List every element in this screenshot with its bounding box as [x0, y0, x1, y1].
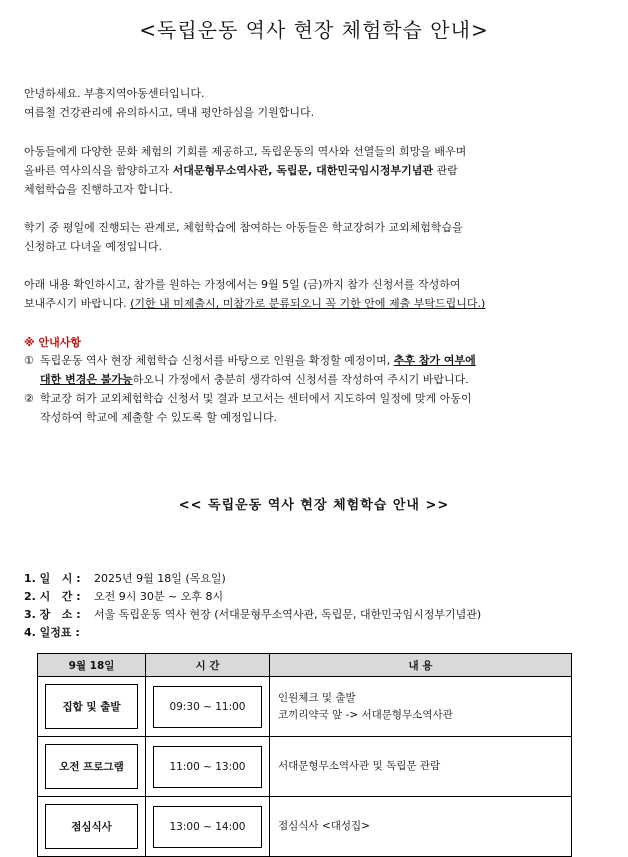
- program-name-cell: [38, 797, 146, 857]
- content-cell: [270, 797, 572, 857]
- program-name-cell: [38, 677, 146, 737]
- column-header: 9월 18일: [38, 654, 146, 677]
- school-paragraph: [24, 218, 609, 256]
- notice-emphasis: 대한 변경은 불가능: [40, 373, 133, 386]
- detail-schedule: [24, 624, 609, 642]
- time-value: 13:00 ~ 14:00: [153, 806, 262, 848]
- purpose-text: 관람: [433, 164, 458, 177]
- purpose-text: 올바른 역사의식을 함양하고자: [24, 164, 173, 177]
- column-header: 내 용: [270, 654, 572, 677]
- column-header: 시 간: [146, 654, 270, 677]
- table-header-row: [38, 654, 572, 677]
- school-line: 신청하고 다녀올 예정입니다.: [24, 240, 163, 253]
- content-cell: [270, 737, 572, 797]
- school-line: 학기 중 평일에 진행되는 관계로, 체험학습에 참여하는 아동들은 학교장허가 교외체험학습을: [24, 221, 463, 234]
- notice-emphasis: 추후 참가 여부에: [393, 354, 476, 367]
- page-title: <독립운동 역사 현장 체험학습 안내>: [139, 18, 489, 42]
- purpose-line: 아동들에게 다양한 문화 체험의 기회를 제공하고, 독립운동의 역사와 선열들의 희망을 배우며: [24, 145, 467, 158]
- detail-place: [24, 606, 609, 624]
- notice-list: [24, 351, 609, 427]
- notice-text: 하오니 가정에서 충분히 생각하여 신청서를 작성하여 주시기 바랍니다.: [132, 373, 469, 386]
- greeting-line: 여름철 건강관리에 유의하시고, 댁내 평안하심을 기원합니다.: [24, 106, 315, 119]
- detail-date: [24, 570, 609, 588]
- notice-item: [24, 389, 609, 427]
- content-line: 서대문형무소역사관 및 독립문 관람: [278, 760, 441, 772]
- detail-label: 3. 장 소 :: [24, 608, 81, 621]
- table-row: [38, 797, 572, 857]
- deadline-line: [24, 294, 609, 313]
- detail-value: 서울 독립운동 역사 현장 (서대문형무소역사관, 독립문, 대한민국임시정부기념관): [94, 608, 482, 621]
- deadline-line: 아래 내용 확인하시고, 참가를 원하는 가정에서는 9월 5일 (금)까지 참가 신청서를 작성하여: [24, 278, 461, 291]
- schedule-table: [37, 653, 572, 857]
- time-cell: [146, 677, 270, 737]
- detail-label: 2. 시 간 :: [24, 590, 81, 603]
- notice-text: 작성하여 학교에 제출할 수 있도록 할 예정입니다.: [40, 411, 277, 424]
- content-cell: [270, 677, 572, 737]
- time-value: 09:30 ~ 11:00: [153, 686, 262, 728]
- detail-time: [24, 588, 609, 606]
- venues-text: 서대문형무소역사관, 독립문, 대한민국임시정부기념관: [172, 164, 434, 177]
- program-name: 집합 및 출발: [45, 684, 138, 729]
- table-row: [38, 737, 572, 797]
- greeting-line: 안녕하세요. 부흥지역아동센터입니다.: [24, 87, 205, 100]
- purpose-paragraph: [24, 142, 609, 199]
- notice-item: [24, 351, 609, 389]
- detail-value: 오전 9시 30분 ~ 오후 8시: [94, 590, 224, 603]
- event-details: [24, 570, 609, 642]
- notice-number: ②: [24, 392, 34, 405]
- content-line: 코끼리약국 앞 -> 서대문형무소역사관: [278, 708, 453, 721]
- deadline-warning: (기한 내 미제출시, 미참가로 분류되오니 꼭 기한 안에 제출 부탁드립니다.): [130, 297, 486, 310]
- program-name-cell: [38, 737, 146, 797]
- notice-text: 학교장 허가 교외체험학습 신청서 및 결과 보고서는 센터에서 지도하여 일정에 맞게 아동이: [40, 392, 472, 405]
- greeting-paragraph: [24, 84, 609, 122]
- deadline-text: 보내주시기 바랍니다.: [24, 297, 131, 310]
- detail-value: 2025년 9월 18일 (목요일): [94, 572, 226, 585]
- notice-text: 독립운동 역사 현장 체험학습 신청서를 바탕으로 인원을 확정할 예정이며,: [40, 354, 394, 367]
- time-value: 11:00 ~ 13:00: [153, 746, 262, 788]
- purpose-line: [24, 161, 609, 180]
- program-name: 오전 프로그램: [45, 744, 138, 789]
- purpose-line: 체험학습을 진행하고자 합니다.: [24, 183, 173, 196]
- notice-number: ①: [24, 354, 34, 367]
- notice-heading: ※ 안내사항: [24, 336, 82, 349]
- content-line: 인원체크 및 출발: [278, 691, 356, 704]
- table-row: [38, 677, 572, 737]
- program-name: 점심식사: [45, 804, 138, 849]
- time-cell: [146, 797, 270, 857]
- detail-label: 1. 일 시 :: [24, 572, 81, 585]
- time-cell: [146, 737, 270, 797]
- content-line: 점심식사 <대성집>: [278, 820, 370, 832]
- detail-label: 4. 일정표 :: [24, 626, 80, 639]
- section-subtitle: << 독립운동 역사 현장 체험학습 안내 >>: [178, 498, 450, 513]
- deadline-paragraph: [24, 275, 609, 313]
